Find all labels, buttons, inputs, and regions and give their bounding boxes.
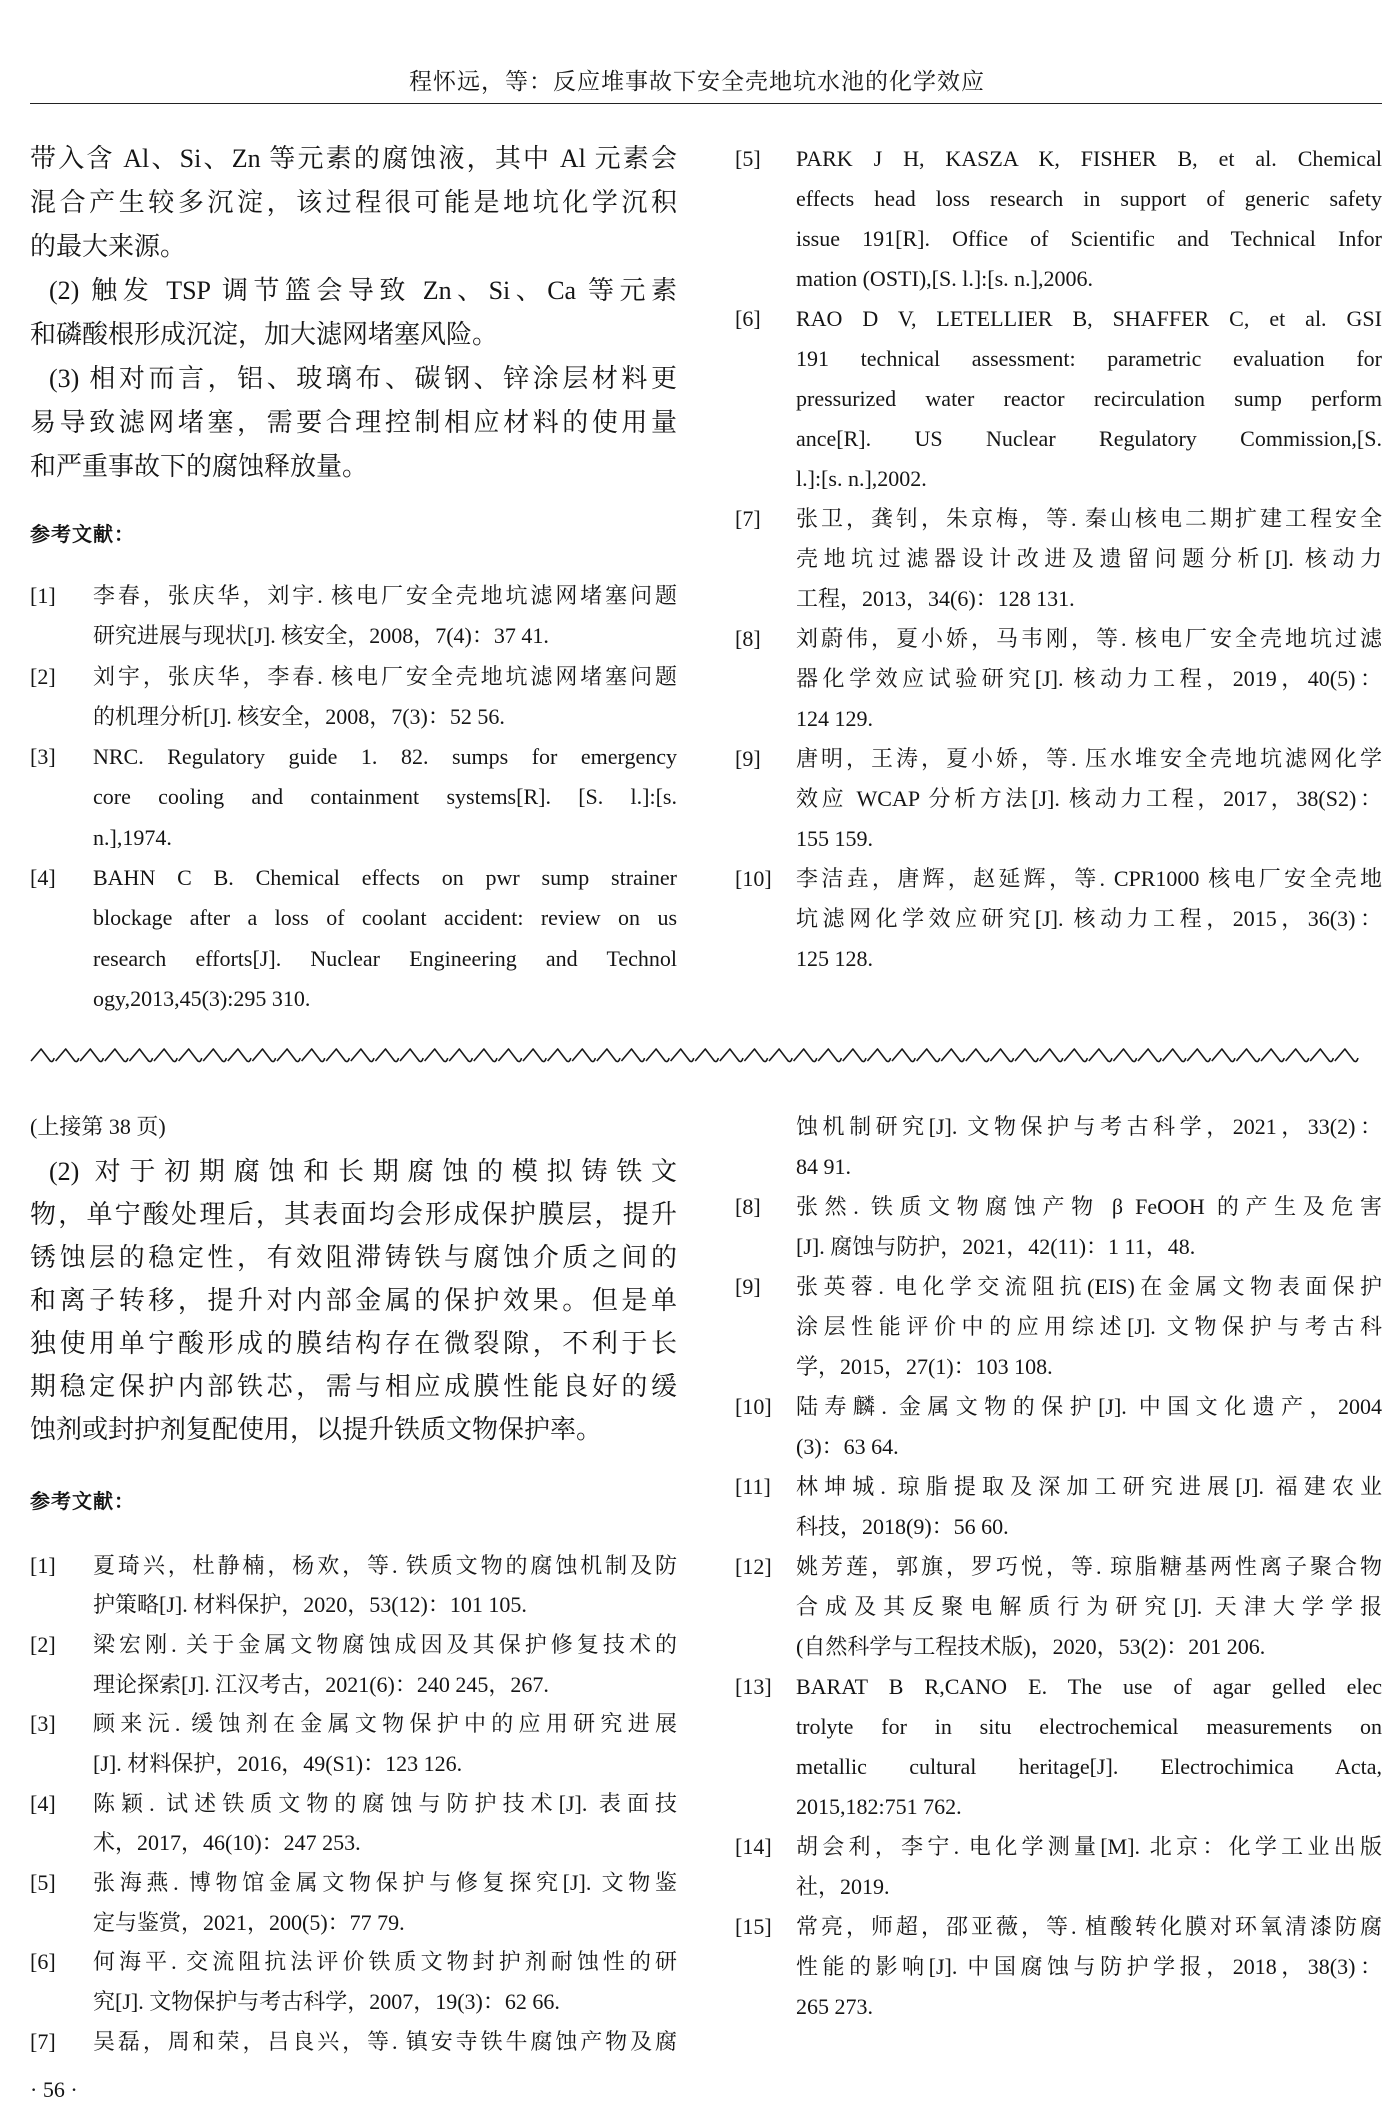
reference-number: [9]: [735, 746, 761, 771]
reference-text: [796, 299, 1382, 499]
body-line: (3) 相对而言，铝、玻璃布、碳钢、锌涂层材料更: [49, 364, 677, 393]
reference-number: [4]: [30, 1790, 56, 1816]
reference-line: 壳地坑过滤器设计改进及遗留问题分析[J]. 核动力: [796, 546, 1382, 571]
reference-number: [4]: [30, 865, 56, 891]
reference-line: mation (OSTI),[S. l.]:[s. n.],2006.: [796, 266, 1093, 291]
reference-line: 研究进展与现状[J]. 核安全，2008，7(4)：37 41.: [93, 623, 549, 649]
reference-line: NRC. Regulatory guide 1. 82. sumps for emergency: [93, 744, 677, 770]
reference-text: [796, 859, 1382, 979]
reference-item: [30, 1942, 677, 2021]
reference-line: 125 128.: [796, 946, 873, 971]
reference-text: [93, 576, 677, 657]
reference-line: 张英蓉. 电化学交流阻抗(EIS)在金属文物表面保护: [796, 1274, 1382, 1299]
reference-line: 唐明，王涛，夏小娇，等. 压水堆安全壳地坑滤网化学: [796, 746, 1382, 771]
reference-line: 刘宇，张庆华，李春. 核电厂安全壳地坑滤网堵塞问题: [93, 663, 677, 689]
reference-line: 何海平. 交流阻抗法评价铁质文物封护剂耐蚀性的研: [93, 1949, 677, 1975]
reference-number: [6]: [735, 306, 761, 331]
reference-line: 科技，2018(9)：56 60.: [796, 1514, 1009, 1539]
reference-line: 究[J]. 文物保护与考古科学，2007，19(3)：62 66.: [93, 1989, 560, 2015]
reference-item: [735, 1187, 1382, 1267]
body-line: 混合产生较多沉淀，该过程很可能是地坑化学沉积: [30, 188, 677, 217]
reference-line: 张然. 铁质文物腐蚀产物 β FeOOH 的产生及危害: [796, 1194, 1382, 1219]
reference-line: 护策略[J]. 材料保护，2020，53(12)：101 105.: [93, 1592, 527, 1618]
reference-line: [J]. 材料保护，2016，49(S1)：123 126.: [93, 1751, 463, 1777]
reference-line: 夏琦兴，杜静楠，杨欢，等. 铁质文物的腐蚀机制及防: [93, 1552, 677, 1578]
reference-line: 姚芳莲，郭旗，罗巧悦，等. 琼脂糖基两性离子聚合物: [796, 1554, 1382, 1579]
reference-text: [93, 737, 677, 858]
reference-text: [93, 1546, 677, 1625]
reference-text: [93, 657, 677, 738]
reference-item: [735, 619, 1382, 739]
section-divider-wave: [30, 1047, 1382, 1063]
reference-line: l.]:[s. n.],2002.: [796, 466, 927, 491]
reference-number: [9]: [735, 1274, 761, 1299]
reference-item: [735, 1387, 1382, 1467]
reference-item: [30, 1863, 677, 1942]
reference-line: BARAT B R,CANO E. The use of agar gelled elec: [796, 1674, 1382, 1699]
reference-number: [7]: [30, 2028, 56, 2054]
reference-number: [3]: [30, 744, 56, 770]
reference-item: [30, 1784, 677, 1863]
reference-number: [8]: [735, 626, 761, 651]
header-rule: [30, 103, 1382, 104]
reference-item: [735, 859, 1382, 979]
reference-line: PARK J H, KASZA K, FISHER B, et al. Chemical: [796, 146, 1382, 171]
reference-number: [14]: [735, 1834, 772, 1859]
reference-line: research efforts[J]. Nuclear Engineering and Technol: [93, 945, 677, 971]
body-line: 和离子转移，提升对内部金属的保护效果。但是单: [30, 1286, 677, 1315]
reference-line: 定与鉴赏，2021，200(5)：77 79.: [93, 1909, 405, 1935]
reference-line: 梁宏刚. 关于金属文物腐蚀成因及其保护修复技术的: [93, 1631, 677, 1657]
reference-line: 术，2017，46(10)：247 253.: [93, 1830, 361, 1856]
reference-text: [796, 499, 1382, 619]
reference-number: [10]: [735, 866, 772, 891]
reference-line: 84 91.: [796, 1154, 851, 1179]
reference-line: 顾来沅. 缓蚀剂在金属文物保护中的应用研究进展: [93, 1711, 677, 1737]
body-line: 的最大来源。: [30, 232, 187, 261]
reference-number: [13]: [735, 1674, 772, 1699]
reference-text: [796, 139, 1382, 299]
reference-text: [93, 2022, 677, 2062]
reference-text: [796, 1667, 1382, 1827]
reference-number: [6]: [30, 1949, 56, 1975]
reference-text: [796, 1187, 1382, 1267]
reference-text: [93, 1704, 677, 1783]
body-line: 和磷酸根形成沉淀，加大滤网堵塞风险。: [30, 320, 499, 349]
running-title: 程怀远，等：反应堆事故下安全壳地坑水池的化学效应: [409, 69, 985, 94]
reference-item: [30, 2022, 677, 2062]
reference-number: [10]: [735, 1394, 772, 1419]
reference-line: metallic cultural heritage[J]. Electrochimica Acta,: [796, 1754, 1382, 1779]
body-line: 带入含 Al、Si、Zn 等元素的腐蚀液，其中 Al 元素会: [30, 144, 677, 173]
reference-line: effects head loss research in support of generic safety: [796, 186, 1382, 211]
reference-line: 李春，张庆华，刘宇. 核电厂安全壳地坑滤网堵塞问题: [93, 583, 677, 608]
reference-item: [30, 657, 677, 738]
body-line: (2) 触发 TSP 调节篮会导致 Zn、Si、Ca 等元素: [49, 276, 677, 305]
body-paragraph: [30, 1150, 677, 1451]
reference-item: [735, 1107, 1382, 1187]
body-paragraph: [30, 137, 677, 269]
reference-number: [2]: [30, 663, 56, 689]
body-line: 锈蚀层的稳定性，有效阻滞铸铁与腐蚀介质之间的: [30, 1243, 677, 1272]
references-heading: 参考文献：: [30, 524, 135, 546]
reference-text: [93, 1625, 677, 1704]
reference-item: [30, 1704, 677, 1783]
reference-item: [735, 299, 1382, 499]
body-line: 蚀剂或封护剂复配使用，以提升铁质文物保护率。: [30, 1415, 603, 1444]
reference-number: [1]: [30, 1552, 56, 1578]
reference-item: [30, 1546, 677, 1625]
reference-list: [735, 1187, 1382, 2027]
reference-text: [796, 1467, 1382, 1547]
reference-number: [15]: [735, 1914, 772, 1939]
reference-line: ogy,2013,45(3):295 310.: [93, 985, 311, 1011]
wave-divider-graphic: [30, 1047, 1382, 1063]
reference-line: 刘蔚伟，夏小娇，马韦刚，等. 核电厂安全壳地坑过滤: [796, 626, 1382, 651]
reference-text: [93, 858, 677, 1019]
body-paragraph: [30, 269, 677, 357]
reference-line: 坑滤网化学效应研究[J]. 核动力工程，2015，36(3)：: [796, 906, 1382, 931]
body-line: 期稳定保护内部铁芯，需与相应成膜性能良好的缓: [30, 1372, 677, 1401]
bottom-right-references: [735, 1107, 1382, 2027]
reference-text: [796, 1107, 1382, 1187]
reference-number: [2]: [30, 1631, 56, 1657]
reference-line: 陈颖. 试述铁质文物的腐蚀与防护技术[J]. 表面技: [93, 1790, 677, 1816]
body-line: 物，单宁酸处理后，其表面均会形成保护膜层，提升: [30, 1200, 677, 1229]
reference-item: [735, 1827, 1382, 1907]
reference-line: 理论探索[J]. 江汉考古，2021(6)：240 245，267.: [93, 1671, 549, 1697]
reference-line: 器化学效应试验研究[J]. 核动力工程，2019，40(5)：: [796, 666, 1382, 691]
reference-line: 常亮，师超，邵亚薇，等. 植酸转化膜对环氧清漆防腐: [796, 1914, 1382, 1939]
top-right-references: [735, 139, 1382, 979]
reference-line: ance[R]. US Nuclear Regulatory Commission,[S.: [796, 426, 1382, 451]
reference-line: (3)：63 64.: [796, 1434, 899, 1459]
reference-line: 胡会利，李宁. 电化学测量[M]. 北京：化学工业出版: [796, 1834, 1382, 1859]
reference-line: 124 129.: [796, 706, 873, 731]
reference-line: 合成及其反聚电解质行为研究[J]. 天津大学学报: [796, 1594, 1382, 1619]
body-paragraph: [30, 357, 677, 489]
top-left-body-text: [30, 137, 677, 489]
top-left-references: [30, 576, 677, 1019]
reference-item: [30, 858, 677, 1019]
continued-from-note: (上接第 38 页): [30, 1114, 166, 1139]
reference-item: [735, 499, 1382, 619]
reference-line: 2015,182:751 762.: [796, 1794, 962, 1819]
reference-number: [8]: [735, 1194, 761, 1219]
reference-item: [735, 739, 1382, 859]
reference-number: [3]: [30, 1711, 56, 1737]
reference-text: [796, 1907, 1382, 2027]
reference-text: [93, 1942, 677, 2021]
reference-line: 工程，2013，34(6)：128 131.: [796, 586, 1075, 611]
reference-line: 效应 WCAP 分析方法[J]. 核动力工程，2017，38(S2)：: [796, 786, 1382, 811]
reference-item: [735, 1267, 1382, 1387]
reference-line: 李洁垚，唐辉，赵延辉，等. CPR1000 核电厂安全壳地: [796, 866, 1382, 891]
reference-text: [93, 1863, 677, 1942]
reference-number: [11]: [735, 1474, 771, 1499]
reference-line: 的机理分析[J]. 核安全，2008，7(3)：52 56.: [93, 703, 505, 729]
reference-item: [735, 1547, 1382, 1667]
reference-item: [30, 1625, 677, 1704]
reference-text: [796, 1827, 1382, 1907]
reference-line: issue 191[R]. Office of Scientific and Technical Infor: [796, 226, 1382, 251]
reference-line: trolyte for in situ electrochemical measurements on: [796, 1714, 1382, 1739]
reference-line: 林坤城. 琼脂提取及深加工研究进展[J]. 福建农业: [796, 1474, 1382, 1499]
reference-line: 张海燕. 博物馆金属文物保护与修复探究[J]. 文物鉴: [93, 1870, 677, 1896]
reference-line: BAHN C B. Chemical effects on pwr sump strainer: [93, 865, 677, 891]
reference-text: [796, 1547, 1382, 1667]
reference-text: [796, 1387, 1382, 1467]
body-line: 易导致滤网堵塞，需要合理控制相应材料的使用量: [30, 408, 677, 437]
reference-number: [5]: [30, 1870, 56, 1896]
reference-number: [12]: [735, 1554, 772, 1579]
body-line: 和严重事故下的腐蚀释放量。: [30, 452, 369, 481]
reference-line: pressurized water reactor recirculation sump perform: [796, 386, 1382, 411]
reference-line: 社，2019.: [796, 1874, 890, 1899]
references-heading: 参考文献：: [30, 1491, 135, 1513]
reference-line: (自然科学与工程技术版)，2020，53(2)：201 206.: [796, 1634, 1266, 1659]
reference-number: [7]: [735, 506, 761, 531]
body-line: 独使用单宁酸形成的膜结构存在微裂隙，不利于长: [30, 1329, 677, 1358]
reference-text: [796, 739, 1382, 859]
reference-line: 265 273.: [796, 1994, 873, 2019]
reference-line: 陆寿麟. 金属文物的保护[J]. 中国文化遗产，2004: [796, 1394, 1382, 1419]
reference-text: [796, 1267, 1382, 1387]
bottom-left-body-text: [30, 1150, 677, 1451]
reference-item: [30, 576, 677, 657]
reference-line: 张卫，龚钊，朱京梅，等. 秦山核电二期扩建工程安全: [796, 506, 1382, 531]
reference-line: 性能的影响[J]. 中国腐蚀与防护学报，2018，38(3)：: [796, 1954, 1382, 1979]
reference-line: core cooling and containment systems[R]. [S. l.]:[s.: [93, 784, 677, 810]
reference-line: 吴磊，周和荣，吕良兴，等. 镇安寺铁牛腐蚀产物及腐: [93, 2028, 677, 2054]
reference-line: 学，2015，27(1)：103 108.: [796, 1354, 1053, 1379]
reference-number: [5]: [735, 146, 761, 171]
reference-line: n.],1974.: [93, 824, 172, 850]
reference-line: [J]. 腐蚀与防护，2021，42(11)：1 11，48.: [796, 1234, 1196, 1259]
reference-item: [735, 1907, 1382, 2027]
reference-line: 155 159.: [796, 826, 873, 851]
reference-text: [93, 1784, 677, 1863]
wave-path: [31, 1049, 1358, 1062]
reference-line: RAO D V, LETELLIER B, SHAFFER C, et al. GSI: [796, 306, 1382, 331]
reference-text: [796, 619, 1382, 739]
reference-line: blockage after a loss of coolant accident: review on us: [93, 905, 677, 931]
reference-item: [735, 139, 1382, 299]
reference-item: [735, 1467, 1382, 1547]
page-number: · 56 ·: [30, 2077, 78, 2102]
reference-continuation: [735, 1107, 1382, 1187]
reference-number: [1]: [30, 583, 56, 608]
reference-line: 191 technical assessment: parametric evaluation for: [796, 346, 1382, 371]
reference-line: 涂层性能评价中的应用综述[J]. 文物保护与考古科: [796, 1314, 1382, 1339]
bottom-left-references: [30, 1546, 677, 2062]
reference-item: [30, 737, 677, 858]
body-line: (2) 对于初期腐蚀和长期腐蚀的模拟铸铁文: [49, 1157, 677, 1186]
reference-item: [735, 1667, 1382, 1827]
reference-line: 蚀机制研究[J]. 文物保护与考古科学，2021，33(2)：: [796, 1114, 1382, 1139]
